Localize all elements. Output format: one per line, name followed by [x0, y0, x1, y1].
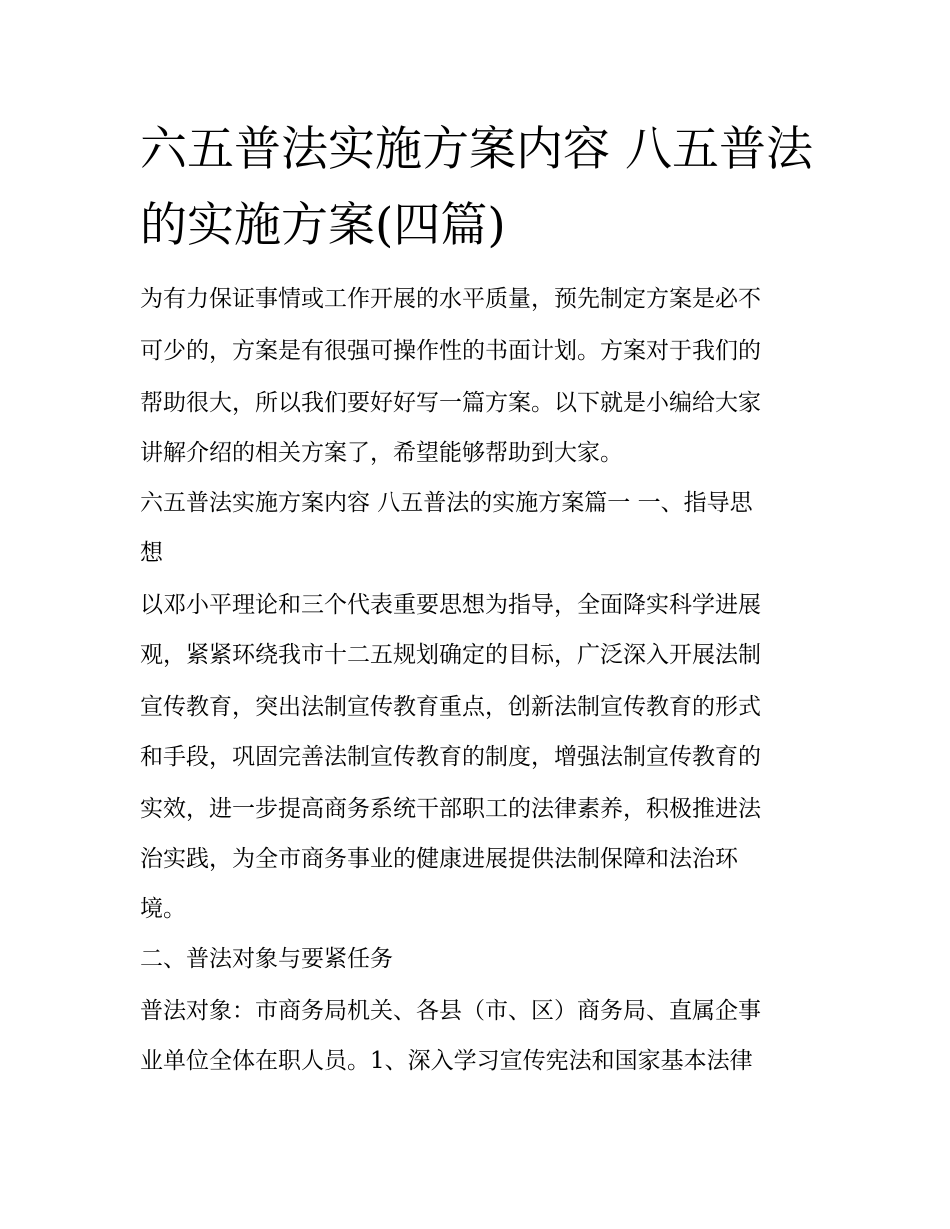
document-title: 六五普法实施方案内容 八五普法的实施方案(四篇)	[140, 122, 813, 253]
intro-line: 为有力保证事情或工作开展的水平质量，预先制定方案是必不	[140, 286, 761, 312]
section1-body-line: 和手段，巩固完善法制宣传教育的制度，增强法制宣传教育的	[140, 744, 761, 770]
intro-line: 可少的，方案是有很强可操作性的书面计划。方案对于我们的	[140, 338, 761, 364]
section1-body-line: 治实践，为全市商务事业的健康进展提供法制保障和法治环	[140, 846, 738, 872]
section1-body-line: 观，紧紧环绕我市十二五规划确定的目标，广泛深入开展法制	[140, 642, 761, 668]
section1-body-line: 宣传教育，突出法制宣传教育重点，创新法制宣传教育的形式	[140, 694, 761, 720]
section1-body-line: 境。	[140, 896, 186, 922]
section1-body-line: 以邓小平理论和三个代表重要思想为指导，全面降实科学进展	[140, 592, 761, 618]
section2-body-line: 业单位全体在职人员。1、深入学习宣传宪法和国家基本法律	[140, 1048, 753, 1074]
intro-line: 讲解介绍的相关方案了，希望能够帮助到大家。	[140, 440, 623, 466]
section1-heading-line: 想	[140, 540, 163, 566]
section2-body-line: 普法对象：市商务局机关、各县（市、区）商务局、直属企事	[140, 998, 761, 1024]
section1-body-line: 实效，进一步提高商务系统干部职工的法律素养，积极推进法	[140, 796, 761, 822]
section1-heading-line: 六五普法实施方案内容 八五普法的实施方案篇一 一、指导思	[140, 490, 753, 516]
section2-heading: 二、普法对象与要紧任务	[140, 946, 393, 972]
intro-line: 帮助很大，所以我们要好好写一篇方案。以下就是小编给大家	[140, 390, 761, 416]
